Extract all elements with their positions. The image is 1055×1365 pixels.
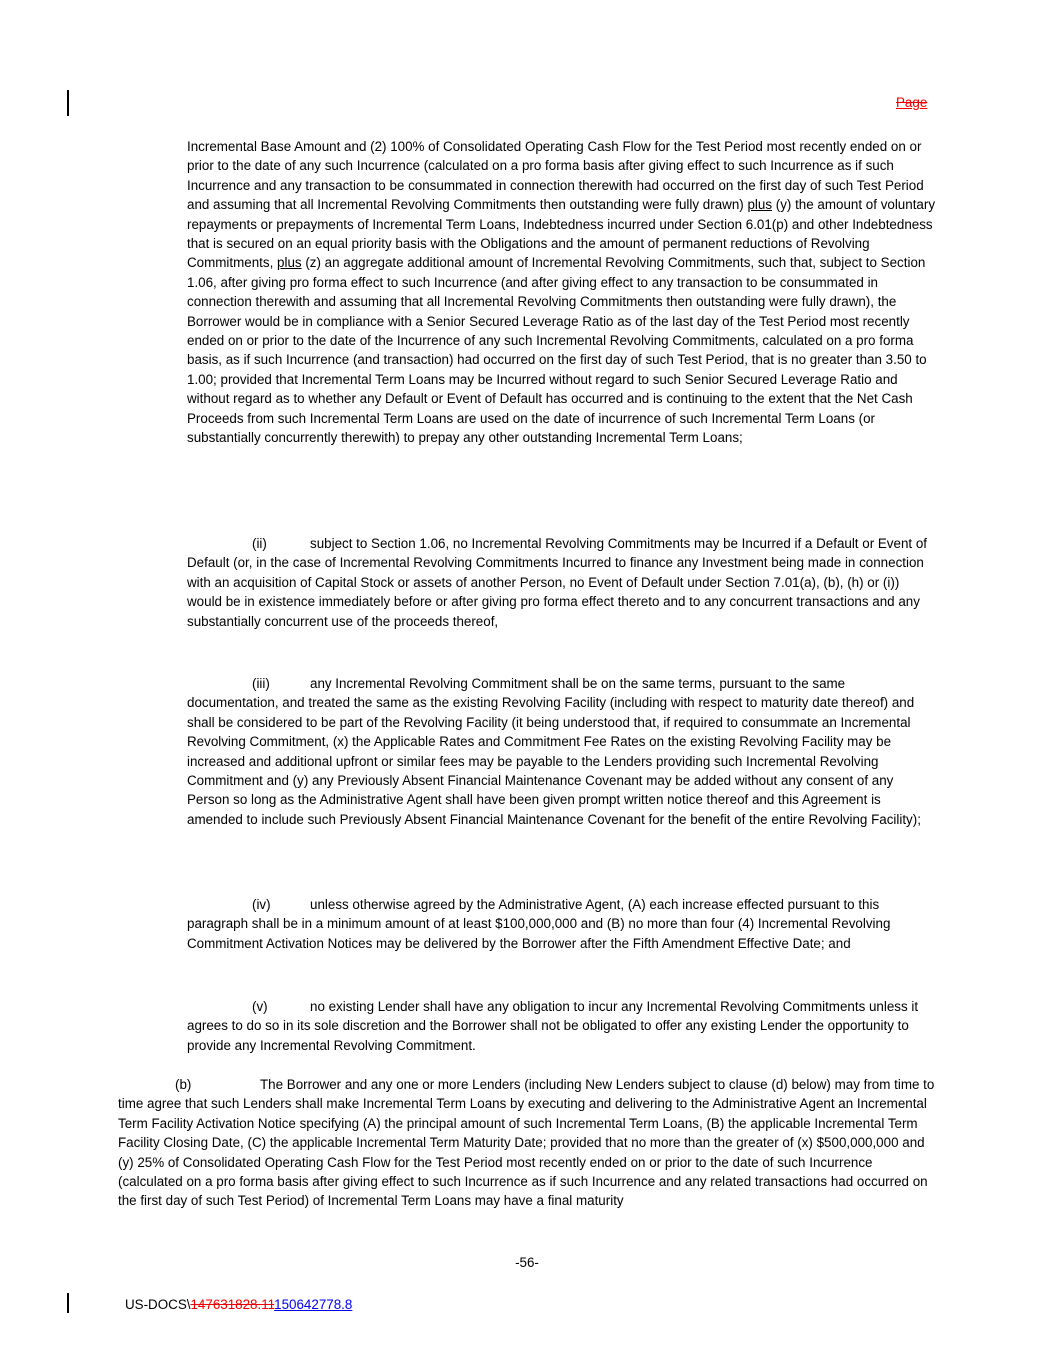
paragraph-text: (z) an aggregate additional amount of Incremental Revolving Commitments, such that, subject to Section 1.06, after giving pro forma effect to such Incurrence (and after giving effect to any transaction to be consummated in connection therewith and assuming that all Incremental Revolving Commitments then outstanding were fully drawn), the Borrower would be in compliance with a Senior Secured Leverage Ratio as of the last day of the Test Period most recently ended on or prior to the date of the Incurrence of any such Incremental Revolving Commitments, calculated on a pro forma basis, as if such Incurrence (and transaction) had occurred on the first day of such Test Period, that is no greater than 3.50 to 1.00; provided that Incremental Term Loans may be Incurred without regard to such Senior Secured Leverage Ratio and without regard as to whether any Default or Event of Default has occurred and is continuing to the extent that the Net Cash Proceeds from such Incremental Term Loans are used on the date of incurrence of such Incremental Term Loans (or substantially concurrently therewith) to prepay any other outstanding Incremental Term Loans; [187, 255, 927, 446]
paragraph-b [118, 1075, 936, 1211]
paragraph-iii [187, 674, 936, 829]
paragraph-iv [187, 895, 936, 953]
paragraph-text: The Borrower and any one or more Lenders (including New Lenders subject to clause (d) below) may from time to time agree that such Lenders shall make Incremental Term Loans by executing and delivering to the Administrative Agent an Incremental Term Facility Activation Notice specifying (A) the principal amount of such Incremental Term Loans, (B) the applicable Incremental Term Facility Closing Date, (C) the applicable Incremental Term Maturity Date; provided that no more than the greater of (x) $500,000,000 and (y) 25% of Consolidated Operating Cash Flow for the Test Period most recently ended on or prior to the date of such Incurrence (calculated on a pro forma basis after giving effect to such Incurrence as if such Incurrence and any related transactions had occurred on the first day of such Test Period) of Incremental Term Loans may have a final maturity [118, 1077, 935, 1209]
change-bar-top [67, 90, 69, 116]
paragraph-continuation [187, 137, 936, 448]
paragraph-text: no existing Lender shall have any obligation to incur any Incremental Revolving Commitments unless it agrees to do so in its sole discretion and the Borrower shall not be obligated to offer any existing Lender the opportunity to provide any Incremental Revolving Commitment. [187, 999, 919, 1053]
header-page-label-deleted: Page [896, 95, 928, 110]
doc-id-prefix: US-DOCS\ [125, 1297, 191, 1312]
paragraph-ii-label: (ii) [252, 536, 267, 551]
paragraph-iii-label: (iii) [252, 676, 270, 691]
paragraph-text: subject to Section 1.06, no Incremental Revolving Commitments may be Incurred if a Default or Event of Default (or, in the case of Incremental Revolving Commitments Incurred to finance any Investment being made in connection with an acquisition of Capital Stock or assets of another Person, no Event of Default under Section 7.01(a), (b), (h) or (i)) would be in existence immediately before or after giving pro forma effect thereto and to any concurrent transactions and any substantially concurrent use of the proceeds thereof, [187, 536, 928, 629]
paragraph-v-label: (v) [252, 999, 268, 1014]
paragraph-text: unless otherwise agreed by the Administrative Agent, (A) each increase effected pursuant to this paragraph shall be in a minimum amount of at least $100,000,000 and (B) no more than four (4) Incremental Revolving Commitment Activation Notices may be delivered by the Borrower after the Fifth Amendment Effective Date; and [187, 897, 891, 951]
plus-term-2: plus [277, 255, 302, 271]
change-bar-bottom [67, 1293, 69, 1313]
paragraph-text: Incremental Base Amount and (2) 100% of Consolidated Operating Cash Flow for the Test Period most recently ended on or prior to the date of any such Incurrence (calculated on a pro forma basis after giving effect to such Incurrence as if such Incurrence and any transaction to be consummated in connection therewith had occurred on the first day of such Test Period and assuming that all Incremental Revolving Commitments then outstanding were fully drawn) [187, 139, 924, 213]
doc-id-inserted-number: 150642778.8 [274, 1297, 353, 1312]
doc-id-deleted-number: 147631828.11 [190, 1297, 275, 1312]
paragraph-ii [187, 534, 936, 631]
paragraph-v [187, 997, 936, 1055]
paragraph-iv-label: (iv) [252, 897, 271, 912]
paragraph-text: (y) the amount of voluntary repayments or prepayments of Incremental Term Loans, Indebtedness incurred under Section 6.01(p) and other Indebtedness that is secured on an equal priority basis with the Obligations and the amount of permanent reductions of Revolving Commitments, [187, 197, 936, 271]
paragraph-b-label: (b) [175, 1077, 192, 1092]
document-id-footer [125, 1295, 352, 1314]
page-number: -56- [515, 1255, 539, 1270]
plus-term-1: plus [747, 197, 773, 213]
paragraph-text: any Incremental Revolving Commitment shall be on the same terms, pursuant to the same documentation, and treated the same as the existing Revolving Facility (including with respect to maturity date thereof) and shall be considered to be part of the Revolving Facility (it being understood that, if required to consummate an Incremental Revolving Commitment, (x) the Applicable Rates and Commitment Fee Rates on the existing Revolving Facility may be increased and additional upfront or similar fees may be payable to the Lenders providing such Incremental Revolving Commitment and (y) any Previously Absent Financial Maintenance Covenant may be added without any consent of any Person so long as the Administrative Agent shall have been given prompt written notice thereof and this Agreement is amended to include such Previously Absent Financial Maintenance Covenant for the benefit of the entire Revolving Facility); [187, 676, 921, 827]
